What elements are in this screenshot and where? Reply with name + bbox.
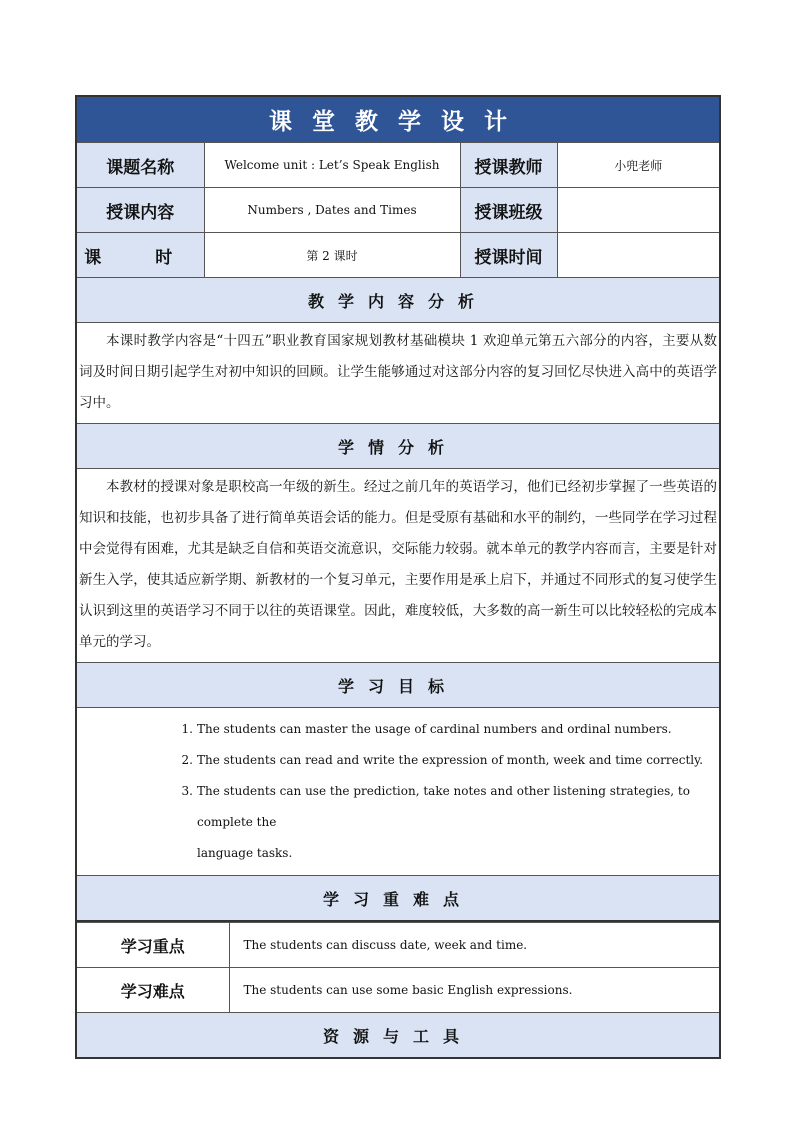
objective-number: 1. — [181, 722, 193, 736]
learner-analysis-heading: 学情分析 — [76, 424, 720, 469]
content-label: 授课内容 — [76, 188, 204, 233]
key-points-table — [75, 922, 721, 1059]
objective-text: The students can read and write the expression of month, week and time correctly. — [197, 753, 704, 767]
period-value: 第 2 课时 — [204, 233, 460, 278]
key-points-heading: 学习重难点 — [76, 876, 720, 922]
key-point-label: 学习重点 — [76, 923, 229, 968]
teacher-value: 小兜老师 — [557, 143, 720, 188]
class-label: 授课班级 — [460, 188, 557, 233]
time-label: 授课时间 — [460, 233, 557, 278]
difficult-point-value: The students can use some basic English expressions. — [229, 968, 720, 1013]
class-value — [557, 188, 720, 233]
content-value: Numbers , Dates and Times — [204, 188, 460, 233]
objective-item — [77, 714, 715, 745]
topic-label: 课题名称 — [76, 143, 204, 188]
objective-text: The students can master the usage of cardinal numbers and ordinal numbers. — [197, 722, 672, 736]
content-analysis-heading: 教学内容分析 — [76, 278, 720, 323]
teacher-label: 授课教师 — [460, 143, 557, 188]
period-label: 课 时 — [76, 233, 204, 278]
topic-value: Welcome unit : Let’s Speak English — [204, 143, 460, 188]
objectives-list — [76, 708, 720, 876]
learner-analysis-text: 本教材的授课对象是职校高一年级的新生。经过之前几年的英语学习，他们已经初步掌握了一些英语的知识和技能，也初步具备了进行简单英语会话的能力。但是受原有基础和水平的制约，一些同学在学习过程中会觉得有困难，尤其是缺乏自信和英语交流意识，交际能力较弱。就本单元的教学内容而言，主要是针对新生入学，使其适应新学期、新教材的一个复习单元，主要作用是承上启下，并通过不同形式的复习使学生认识到这里的英语学习不同于以往的英语课堂。因此，难度较低，大多数的高一新生可以比较轻松的完成本单元的学习。 — [76, 469, 720, 663]
objective-item — [77, 776, 715, 838]
difficult-point-label: 学习难点 — [76, 968, 229, 1013]
resources-heading: 资源与工具 — [76, 1013, 720, 1059]
objectives-heading: 学习目标 — [76, 663, 720, 708]
content-analysis-text: 本课时教学内容是“十四五”职业教育国家规划教材基础模块 1 欢迎单元第五六部分的内容，主要从数词及时间日期引起学生对初中知识的回顾。让学生能够通过对这部分内容的复习回忆尽快进入高中的英语学习中。 — [76, 323, 720, 424]
objective-continuation: language tasks. — [197, 846, 293, 860]
document-title: 课堂教学设计 — [76, 96, 720, 143]
lesson-plan-document — [75, 95, 719, 1059]
objective-number: 3. — [181, 784, 193, 798]
lesson-plan-table — [75, 95, 721, 922]
objective-item — [77, 745, 715, 776]
key-point-value: The students can discuss date, week and time. — [229, 923, 720, 968]
objective-text: The students can use the prediction, take notes and other listening strategies, to complete the — [197, 784, 690, 829]
time-value — [557, 233, 720, 278]
objective-number: 2. — [181, 753, 193, 767]
